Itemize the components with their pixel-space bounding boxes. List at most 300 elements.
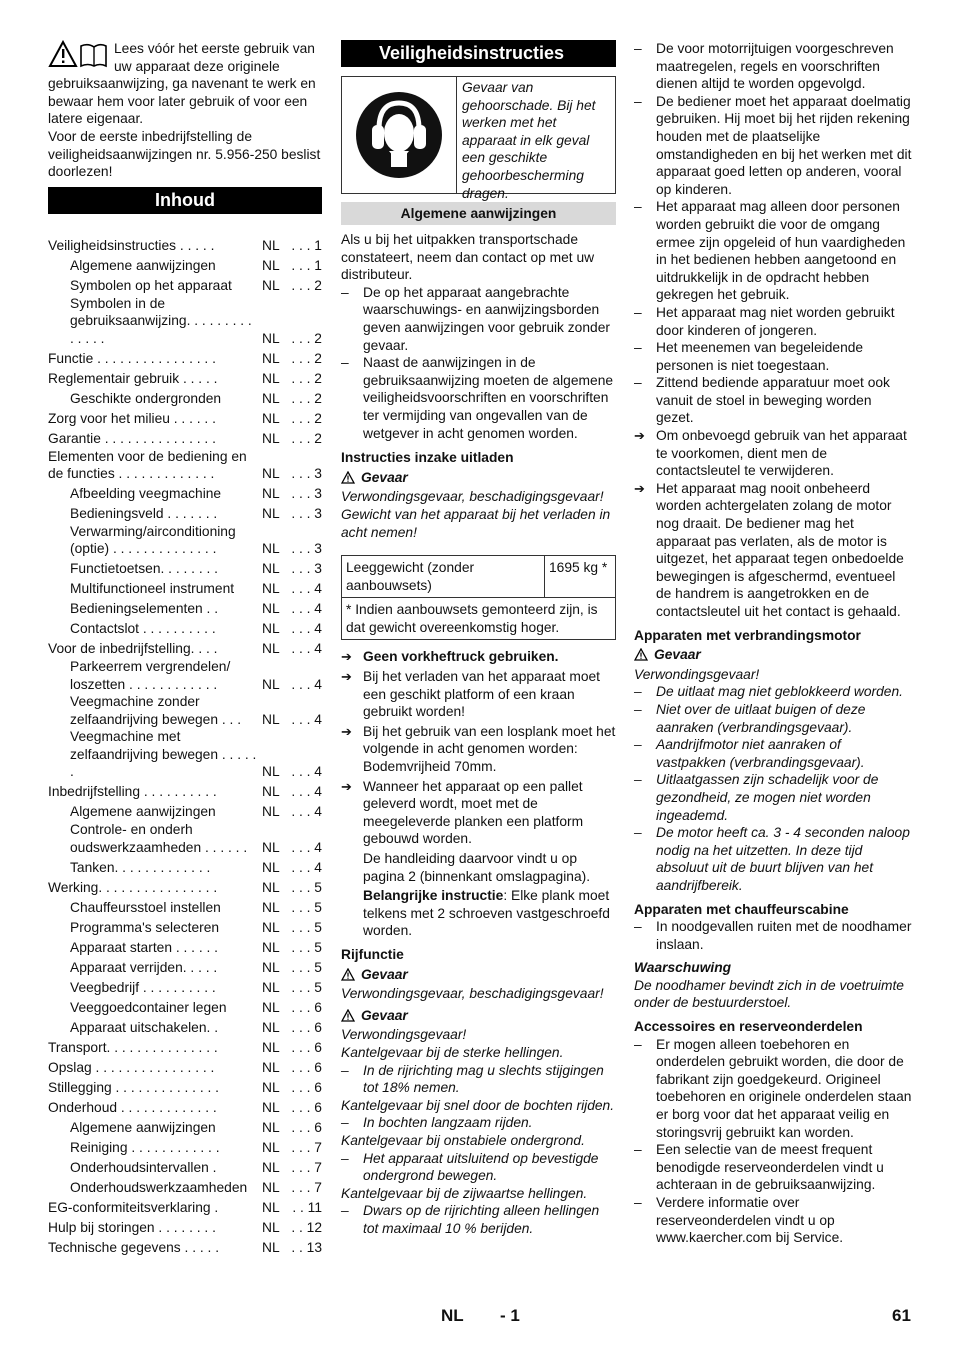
arrow-icon: ➔ — [341, 669, 352, 685]
toc-entry — [48, 1016, 322, 1036]
list-item-text: Het apparaat mag alleen door personen worden gebruikt die voor de omgang ermee zijn opgeleid of hun vaardigheden in het bedienen hebben aangetoond en uitdrukkelijk in de opdracht hebben gekregen het gebruik. — [656, 199, 906, 303]
toc-entry — [48, 483, 322, 503]
rules-list — [634, 40, 912, 427]
accessories-list — [634, 1036, 912, 1247]
toc-entry-page: . . . 4 — [291, 581, 322, 597]
gevaar-label: Gevaar — [341, 966, 616, 984]
list-item — [341, 668, 616, 721]
dash-marker: – — [634, 737, 642, 753]
toc-entry-lang: NL — [262, 899, 280, 915]
list-item — [634, 427, 912, 480]
toc-entry-page: . . . 2 — [291, 430, 322, 446]
toc-entry — [48, 1136, 322, 1156]
list-item — [634, 683, 912, 701]
dash-marker: – — [634, 825, 642, 841]
dash-marker: – — [341, 1150, 349, 1166]
toc-entry-lang: NL — [262, 370, 280, 386]
toc-entry-lang: NL — [262, 879, 280, 895]
toc-entry — [48, 1056, 322, 1076]
weight-table — [341, 555, 616, 640]
drive-heading: Rijfunctie — [341, 946, 404, 962]
toc-entry — [48, 428, 322, 448]
toc-entry-page: . . . 6 — [291, 999, 322, 1015]
list-item — [634, 93, 912, 199]
toc-entry-label: Chauffeursstoel instellen — [70, 899, 221, 915]
list-item-text: In bochten langzaam rijden. — [363, 1115, 533, 1131]
list-item — [634, 480, 912, 621]
drive-warning-2: Verwondingsgevaar! — [341, 1027, 467, 1043]
loading-warning: Verwondingsgevaar, beschadigingsgevaar! — [341, 489, 604, 505]
list-item-text: In de rijrichting mag u slechts stijgingen tot 18% nemen. — [363, 1062, 604, 1096]
engine-list — [634, 683, 912, 894]
manual-note: De handleiding daarvoor vindt u op pagina 2 (binnenkant omslagpagina). — [363, 851, 591, 884]
toc-entry — [48, 1036, 322, 1056]
toc-entry — [48, 598, 322, 618]
toc-entry-page: . . . 2 — [291, 278, 322, 294]
toc-entry-lang: NL — [262, 621, 280, 637]
toc-entry-page: . . . 5 — [291, 959, 322, 975]
toc-entry-lang: NL — [262, 1079, 280, 1095]
waarschuwing-heading: Waarschuwing — [634, 960, 732, 976]
list-item — [634, 701, 912, 736]
toc-entry-label: Verwarming/airconditioning (optie) . . . . . . . . . . . . . . — [70, 523, 236, 557]
list-item — [634, 198, 912, 304]
toc-entry-page: . . 12 — [291, 1219, 322, 1235]
toc-entry-label: Programma's selecteren — [70, 919, 220, 935]
toc-entry-page: . . . 6 — [291, 1119, 322, 1135]
toc-entry-lang: NL — [262, 1179, 280, 1195]
list-item — [634, 374, 912, 427]
toc-entry-lang: NL — [262, 350, 280, 366]
list-item — [341, 723, 616, 776]
dash-marker: – — [634, 93, 642, 109]
toc-entry-page: . . . 4 — [291, 839, 322, 855]
toc-entry-label: Functietoetsen. . . . . . . . — [70, 561, 218, 577]
list-item — [634, 1194, 912, 1247]
loading-warning-2: Gewicht van het apparaat bij het verladen in acht nemen! — [341, 506, 611, 540]
gevaar-label: Gevaar — [341, 1007, 616, 1025]
toc-entry-lang: NL — [262, 466, 280, 482]
footer-lang: NL — [441, 1306, 464, 1325]
toc-entry-label: Apparaat uitschakelen. . — [70, 1019, 219, 1035]
list-item — [634, 1036, 912, 1142]
dash-marker: – — [634, 1036, 642, 1052]
toc-entry-label: Zorg voor het milieu . . . . . . — [48, 410, 216, 426]
toc-entry-lang: NL — [262, 764, 280, 780]
list-item-text: De op het apparaat aangebrachte waarschuwings- en aanwijzingsborden geven aanwijzingen voor gebruik zonder gevaar. — [363, 284, 610, 353]
list-item-text: Het apparaat uitsluitend op bevestigde ondergrond bewegen. — [363, 1150, 599, 1184]
gevaar-label: Gevaar — [634, 646, 912, 664]
toc-entry — [48, 578, 322, 598]
drive-line: Kantelgevaar bij snel door de bochten rijden. — [341, 1097, 615, 1113]
toc-entry-lang: NL — [262, 804, 280, 820]
toc-entry-label: Voor de inbedrijfstelling. . . . — [48, 641, 218, 657]
list-item-text: Er mogen alleen toebehoren en onderdelen gebruikt worden, die door de fabrikant zijn goedgekeurd. Origineel toebehoren en originele onderdelen staan er borg voor dat het apparaat veilig en storingsvrij gebruikt kan worden. — [656, 1036, 912, 1140]
toc-entry — [48, 348, 322, 368]
list-item-text: De voor motorrijtuigen voorgeschreven maatregelen, regels en voorschriften dienen altijd te worden opgevolgd. — [656, 41, 894, 92]
general-list — [341, 284, 616, 442]
dash-marker: – — [341, 355, 349, 371]
footer-page-number: 61 — [892, 1306, 911, 1325]
toc-entry-lang: NL — [262, 1039, 280, 1055]
dash-marker: – — [634, 684, 642, 700]
toc-entry-lang: NL — [262, 410, 280, 426]
dash-marker: – — [634, 41, 642, 56]
toc-entry-lang: NL — [262, 1019, 280, 1035]
drive-line: Kantelgevaar bij de zijwaartse hellingen. — [341, 1185, 588, 1201]
toc-entry-label: Reglementair gebruik . . . . . — [48, 370, 218, 386]
toc-entry-page: . . . 5 — [291, 899, 322, 915]
toc-entry-lang: NL — [262, 601, 280, 617]
toc-entry — [48, 876, 322, 896]
toc-entry-label: Werking. . . . . . . . . . . . . . . . — [48, 879, 218, 895]
toc-entry-label: Veeggoedcontainer legen — [70, 999, 227, 1015]
dash-marker: – — [634, 199, 642, 215]
list-item — [634, 736, 912, 771]
toc-entry-lang: NL — [262, 784, 280, 800]
list-item-text: Zittend bediende apparatuur moet ook vanuit de stoel in beweging worden gezet. — [656, 375, 890, 426]
intro-text-2: Voor de eerste inbedrijfstelling de veiligheidsaanwijzingen nr. 5.956-250 beslist doorlezen! — [48, 128, 321, 180]
toc-entry-label: Symbolen op het apparaat — [70, 278, 232, 294]
section-title: Veiligheidsinstructies — [341, 40, 616, 67]
toc-entry-page: . . . 3 — [291, 506, 322, 522]
dash-marker: – — [634, 1195, 642, 1210]
toc-entry — [48, 235, 322, 255]
toc-entry — [48, 1156, 322, 1176]
hearing-warning-text: Gevaar van gehoorschade. Bij het werken met het apparaat in elk geval een geschikte gehoorbescherming dragen. — [462, 80, 596, 201]
list-item — [634, 339, 912, 374]
toc-entry-label: Symbolen in de gebruiksaanwijzing. . . . . . . . . . . . . . — [70, 295, 252, 346]
list-item-text: Om onbevoegd gebruik van het apparaat te voorkomen, dient men de contactsleutel te verwijderen. — [656, 428, 907, 479]
toc-entry-page: . . . 1 — [291, 238, 322, 254]
dash-marker: – — [341, 284, 349, 300]
warning-triangle-icon — [341, 1009, 355, 1022]
arrow-icon: ➔ — [341, 649, 352, 665]
toc-entry-page: . . . 4 — [291, 711, 322, 727]
toc-entry-page: . . 13 — [291, 1239, 322, 1255]
toc-entry — [48, 1216, 322, 1236]
list-item-text: De motor heeft ca. 3 - 4 seconden naloop nodig na het uitzetten. In deze tijd absoluut uit de buurt blijven van het aandrijfbereik. — [656, 825, 910, 893]
column-left — [48, 40, 322, 1256]
toc-entry — [48, 781, 322, 801]
toc-entry-lang: NL — [262, 1159, 280, 1175]
list-item — [341, 284, 616, 354]
toc-entry-page: . . . 4 — [291, 641, 322, 657]
list-item-text: Uitlaatgassen zijn schadelijk voor de gezondheid, ze mogen niet worden ingeademd. — [656, 772, 879, 823]
toc-entry-lang: NL — [262, 1239, 280, 1255]
dash-marker: – — [634, 375, 642, 391]
toc-entry-label: Inbedrijfstelling . . . . . . . . . . — [48, 784, 217, 800]
toc-entry-label: Contactslot . . . . . . . . . . — [70, 621, 216, 637]
toc-entry-label: Onderhoudswerkzaamheden — [70, 1179, 248, 1195]
toc-entry-page: . . . 5 — [291, 979, 322, 995]
toc-entry — [48, 936, 322, 956]
toc-entry — [48, 618, 322, 638]
toc-entry-label: Hulp bij storingen . . . . . . . . — [48, 1219, 216, 1235]
toc-entry-label: Stillegging . . . . . . . . . . . . . . — [48, 1079, 219, 1095]
toc-entry — [48, 558, 322, 578]
warning-triangle-icon — [341, 968, 355, 981]
toc-entry-page: . . . 6 — [291, 1079, 322, 1095]
list-item-text: Een selectie van de meest frequent benodigde reserveonderdelen vindt u achteraan in de gebruiksaanwijzing. — [656, 1142, 884, 1193]
engine-heading: Apparaten met verbrandingsmotor — [634, 627, 861, 643]
toc-entry-label: Garantie . . . . . . . . . . . . . . . — [48, 430, 216, 446]
waarschuwing-text: De noodhamer bevindt zich in de voetruimte onder de bestuurderstoel. — [634, 977, 904, 1011]
gevaar-label: Gevaar — [341, 469, 616, 487]
footer-page-local: - 1 — [500, 1306, 520, 1325]
engine-warning: Verwondingsgevaar! — [634, 666, 760, 682]
list-item — [341, 778, 616, 848]
toc-entry-label: Veegmachine zonder zelfaandrijving bewegen . . . — [70, 694, 242, 727]
toc-entry-page: . . . 7 — [291, 1139, 322, 1155]
toc-entry-page: . . . 5 — [291, 939, 322, 955]
toc-entry-lang: NL — [262, 959, 280, 975]
toc-entry-label: Veiligheidsinstructies . . . . . — [48, 238, 215, 254]
toc-entry-label: Reiniging . . . . . . . . . . . . — [70, 1139, 220, 1155]
toc-entry-page: . . . 4 — [291, 784, 322, 800]
weight-note: * Indien aanbouwsets gemonteerd zijn, is dat gewicht overeenkomstig hoger. — [346, 602, 598, 635]
toc-entry-page: . . . 5 — [291, 919, 322, 935]
toc-entry-page: . . . 2 — [291, 390, 322, 406]
toc-entry-lang: NL — [262, 581, 280, 597]
dash-marker: – — [341, 1115, 349, 1131]
toc-entry-label: Onderhoudsintervallen . — [70, 1159, 217, 1175]
dash-marker: – — [634, 1142, 642, 1158]
list-item-text: De uitlaat mag niet geblokkeerd worden. — [656, 684, 903, 700]
toc-entry-lang: NL — [262, 561, 280, 577]
toc-entry-lang: NL — [262, 390, 280, 406]
dash-marker: – — [341, 1203, 349, 1219]
list-item — [341, 648, 616, 666]
toc-entry-lang: NL — [262, 839, 280, 855]
toc-entry-lang: NL — [262, 1059, 280, 1075]
arrow-icon: ➔ — [341, 723, 352, 739]
list-item-text: Het meenemen van begeleidende personen is niet toegestaan. — [656, 340, 864, 373]
toc-entry — [48, 728, 322, 781]
toc-entry-page: . . . 3 — [291, 466, 322, 482]
toc-entry-page: . . . 2 — [291, 330, 322, 346]
toc-entry-label: Functie . . . . . . . . . . . . . . . . — [48, 350, 216, 366]
toc-entry — [48, 821, 322, 856]
warning-triangle-icon — [634, 648, 648, 661]
toc-entry-lang: NL — [262, 859, 280, 875]
rules-arrows — [634, 427, 912, 621]
drive-warning: Verwondingsgevaar, beschadigingsgevaar! — [341, 986, 604, 1002]
toc-entry-lang: NL — [262, 919, 280, 935]
list-item-text: Bij het gebruik van een losplank moet het volgende in acht genomen worden: Bodemvrijheid 70mm. — [363, 723, 616, 775]
table-of-contents — [48, 235, 322, 1257]
drive-line: Kantelgevaar bij de sterke hellingen. — [341, 1044, 564, 1060]
toc-entry-page: . . . 1 — [291, 258, 322, 274]
list-item — [341, 1062, 616, 1097]
warning-triangle-icon — [341, 471, 355, 484]
toc-entry-lang: NL — [262, 939, 280, 955]
toc-entry-page: . . . 7 — [291, 1179, 322, 1195]
toc-entry-label: Onderhoud . . . . . . . . . . . . . — [48, 1099, 217, 1115]
toc-entry-page: . . . 3 — [291, 561, 322, 577]
list-item-text: Het apparaat mag niet worden gebruikt door kinderen of jongeren. — [656, 304, 895, 338]
toc-entry — [48, 408, 322, 428]
toc-entry-lang: NL — [262, 999, 280, 1015]
toc-entry-label: EG-conformiteitsverklaring . — [48, 1199, 219, 1215]
dash-marker: – — [634, 772, 642, 788]
toc-entry-label: Technische gegevens . . . . . — [48, 1239, 220, 1255]
dash-marker: – — [634, 304, 642, 320]
list-item — [634, 771, 912, 824]
toc-entry-lang: NL — [262, 238, 280, 254]
list-item — [341, 1114, 616, 1132]
list-item — [634, 1141, 912, 1194]
toc-entry — [48, 996, 322, 1016]
toc-entry — [48, 368, 322, 388]
toc-entry — [48, 801, 322, 821]
list-item — [341, 1202, 616, 1237]
toc-entry-lang: NL — [262, 1119, 280, 1135]
toc-entry-label: Bedieningsveld . . . . . . . — [70, 506, 218, 522]
toc-entry-label: Elementen voor de bediening en de functies . . . . . . . . . . . . . — [48, 448, 247, 482]
list-item-text: Aandrijfmotor niet aanraken of vastpakken (verbrandingsgevaar). — [656, 737, 865, 770]
toc-entry-page: . . . 6 — [291, 1059, 322, 1075]
toc-entry-page: . . . 7 — [291, 1159, 322, 1175]
toc-entry-label: Multifunctioneel instrument — [70, 581, 235, 597]
toc-entry-label: Controle- en onderh oudswerkzaamheden . . . . . . — [70, 822, 248, 855]
toc-entry — [48, 693, 322, 728]
arrow-icon: ➔ — [341, 778, 352, 794]
toc-entry-lang: NL — [262, 330, 280, 346]
list-item: – In noodgevallen ruiten met de noodhamer inslaan. — [634, 919, 912, 952]
toc-entry — [48, 896, 322, 916]
toc-entry — [48, 1176, 322, 1196]
toc-entry-lang: NL — [262, 1139, 280, 1155]
drive-list — [341, 1044, 616, 1238]
list-item-text: Wanneer het apparaat op een pallet geleverd wordt, moet met de meegeleverde planken een platform gebouwd worden. — [363, 778, 584, 847]
toc-entry — [48, 523, 322, 558]
column-middle — [341, 40, 616, 1237]
toc-entry-lang: NL — [262, 258, 280, 274]
toc-entry-label: Veegbedrijf . . . . . . . . . . — [70, 979, 216, 995]
toc-entry-page: . . . 4 — [291, 601, 322, 617]
list-item-text: Verdere informatie over reserveonderdelen vindt u op www.kaercher.com bij Service. — [656, 1195, 844, 1246]
toc-entry — [48, 1196, 322, 1216]
toc-entry-lang: NL — [262, 278, 280, 294]
ear-protection-icon — [342, 77, 457, 193]
dash-marker: – — [634, 340, 642, 356]
toc-entry-label: Algemene aanwijzingen — [70, 258, 216, 274]
toc-entry-page: . . 11 — [292, 1199, 322, 1215]
weight-label: Leeggewicht (zonder aanbouwsets) — [342, 556, 545, 597]
toc-entry-page: . . . 6 — [291, 1039, 322, 1055]
dash-marker: – — [341, 1062, 349, 1078]
toc-entry-lang: NL — [262, 676, 280, 692]
list-item-text: De bediener moet het apparaat doelmatig gebruiken. Hij moet bij het rijden rekening houden met de plaatselijke omstandigheden en bij het werken met dit apparaat goed letten op anderen, vooral op kinderen. — [656, 93, 912, 197]
toc-entry-lang: NL — [262, 1219, 280, 1235]
arrow-icon: ➔ — [634, 428, 645, 444]
accessories-heading: Accessoires en reserveonderdelen — [634, 1019, 863, 1035]
toc-entry-label: Afbeelding veegmachine — [70, 486, 222, 502]
toc-entry — [48, 295, 322, 348]
toc-entry-label: Tanken. . . . . . . . . . . . . — [70, 859, 211, 875]
list-item — [341, 1150, 616, 1185]
toc-entry-lang: NL — [262, 711, 280, 727]
arrow-icon: ➔ — [634, 480, 645, 496]
toc-entry — [48, 1076, 322, 1096]
list-item — [634, 304, 912, 339]
toc-entry-label: Parkeerrem vergrendelen/ loszetten . . . . . . . . . . . . — [70, 658, 231, 692]
toc-entry-lang: NL — [262, 430, 280, 446]
toc-entry-page: . . . 2 — [291, 350, 322, 366]
toc-entry-page: . . . 4 — [291, 676, 322, 692]
toc-entry-label: Algemene aanwijzingen — [70, 1119, 216, 1135]
toc-entry-label: Transport. . . . . . . . . . . . . . . — [48, 1039, 218, 1055]
weight-value: 1695 kg * — [549, 560, 608, 576]
warning-book-icon — [48, 40, 110, 70]
toc-entry — [48, 1096, 322, 1116]
list-item-text: Dwars op de rijrichting alleen hellingen tot maximaal 10 % berijden. — [363, 1203, 600, 1236]
toc-entry-page: . . . 6 — [291, 1099, 322, 1115]
hearing-protection-box — [341, 76, 616, 201]
toc-entry-page: . . . 5 — [291, 879, 322, 895]
toc-entry — [48, 916, 322, 936]
toc-entry-label: Bedieningselementen . . — [70, 601, 219, 617]
dash-marker: – — [634, 701, 642, 717]
toc-entry-page: . . . 4 — [291, 804, 322, 820]
toc-entry — [48, 976, 322, 996]
important-note: Belangrijke instructie: Elke plank moet telkens met 2 schroeven vastgeschroefd worden. — [363, 888, 610, 939]
cab-heading: Apparaten met chauffeurscabine — [634, 901, 849, 917]
toc-entry-lang: NL — [262, 979, 280, 995]
toc-entry-label: Algemene aanwijzingen — [70, 804, 216, 820]
toc-entry-lang: NL — [262, 641, 280, 657]
list-item-text: Bij het verladen van het apparaat moet een geschikt platform of een kraan gebruikt worden! — [363, 669, 600, 720]
loading-instructions — [341, 648, 616, 848]
toc-entry — [48, 638, 322, 658]
toc-entry — [48, 255, 322, 275]
toc-entry-lang: NL — [262, 486, 280, 502]
toc-entry-page: . . . 2 — [291, 410, 322, 426]
list-item-text: Het apparaat mag nooit onbeheerd worden achtergelaten zolang de motor nog draait. De bediener mag het apparaat pas verlaten, als de motor is uitgezet, het apparaat tegen onbedoelde bewegingen is afgeschermd, eventueel de handrem is aangetrokken en de contactsleutel uit het contact is gehaald. — [656, 480, 904, 619]
list-item — [634, 824, 912, 894]
toc-entry-page: . . . 2 — [291, 370, 322, 386]
toc-entry-lang: NL — [262, 506, 280, 522]
toc-entry-lang: NL — [262, 1099, 280, 1115]
toc-entry-label: Apparaat verrijden. . . . . — [70, 959, 218, 975]
general-intro: Als u bij het uitpakken transportschade constateert, neem dan contact op met uw distributeur. — [341, 232, 595, 283]
toc-entry — [48, 275, 322, 295]
toc-entry-label: Geschikte ondergronden — [70, 390, 222, 406]
list-item-text: Geen vorkheftruck gebruiken. — [363, 649, 559, 665]
toc-entry-label: Opslag . . . . . . . . . . . . . . . . — [48, 1059, 215, 1075]
toc-entry — [48, 956, 322, 976]
toc-entry-lang: NL — [262, 541, 280, 557]
drive-line: Kantelgevaar bij onstabiele ondergrond. — [341, 1132, 585, 1148]
toc-entry-page: . . . 6 — [291, 1019, 322, 1035]
column-right — [634, 40, 912, 1247]
toc-entry — [48, 856, 322, 876]
toc-entry-lang: NL — [262, 1199, 280, 1215]
toc-entry — [48, 388, 322, 408]
general-heading: Algemene aanwijzingen — [341, 202, 616, 225]
toc-title: Inhoud — [48, 187, 322, 214]
list-item — [341, 354, 616, 442]
list-item-text: Niet over de uitlaat buigen of deze aanraken (verbrandingsgevaar). — [656, 701, 866, 735]
toc-entry-page: . . . 4 — [291, 764, 322, 780]
toc-entry — [48, 448, 322, 483]
toc-entry — [48, 1236, 322, 1256]
toc-entry-page: . . . 3 — [291, 541, 322, 557]
toc-entry-page: . . . 3 — [291, 486, 322, 502]
loading-heading: Instructies inzake uitladen — [341, 450, 514, 466]
toc-entry — [48, 1116, 322, 1136]
